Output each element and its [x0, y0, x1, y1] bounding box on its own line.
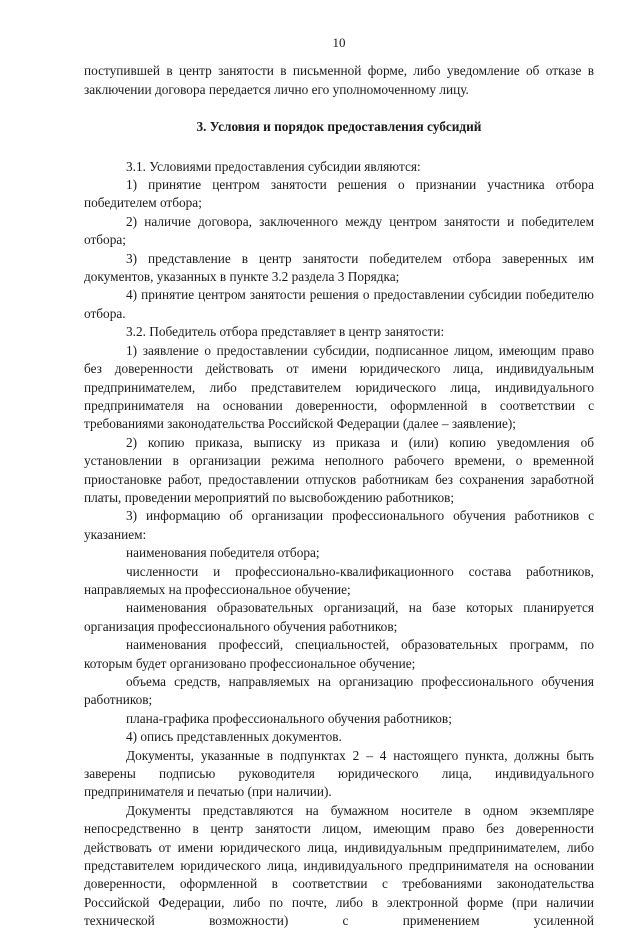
info-item-funds: объема средств, направляемых на организацию профессионального обучения работников; [84, 674, 594, 708]
page-number: 10 [332, 35, 346, 50]
document-item-3: 3) информацию об организации профессионального обучения работников с указанием: [84, 508, 594, 542]
condition-2: 2) наличие договора, заключенного между центром занятости и победителем отбора; [84, 213, 594, 248]
clause-3-2: 3.2. Победитель отбора представляет в центр занятости: [126, 324, 445, 340]
submission-paragraph: Документы представляются на бумажном носителе в одном экземпляре непосредственно в центр занятости лицом, имеющим право без доверенности действовать от имени юридического лица, индивидуальным предпринимателем, либо представителем юридического лица, индивидуального предпринимателя на основании доверенности, оформленной в соответствии с требованиями законодательства Российской Федерации, либо по почте, либо в электронной форме (при наличии технической возможности) с применением усиленной [84, 802, 594, 929]
clause-3-1: 3.1. Условиями предоставления субсидии являются: [126, 158, 421, 174]
document-item-4: 4) опись представленных документов. [126, 729, 342, 745]
document-item-2: 2) копию приказа, выписку из приказа и (или) копию уведомления об установлении в организации режима неполного рабочего времени, о временной приостановке работ, предоставлении отпусков работникам без сохранения заработной платы, проведении мероприятий по высвобождению работников; [84, 434, 594, 505]
info-item-professions: наименования профессий, специальностей, образовательных программ, по которым будет организовано профессиональное обучение; [84, 637, 594, 671]
info-item-schedule: плана-графика профессионального обучения работников; [126, 710, 452, 726]
certification-paragraph: Документы, указанные в подпунктах 2 – 4 настоящего пункта, должны быть заверены подписью руководителя юридического лица, индивидуального предпринимателя и печатью (при наличии). [84, 747, 594, 800]
info-item-staff: численности и профессионально-квалификационного состава работников, направляемых на профессиональное обучение; [84, 563, 594, 597]
paragraph-continuation: поступившей в центр занятости в письменной форме, либо уведомление об отказе в заключении договора передается лично его уполномоченному лицу. [84, 63, 594, 97]
info-item-winner-name: наименования победителя отбора; [126, 545, 320, 561]
condition-4: 4) принятие центром занятости решения о предоставлении субсидии победителю отбора. [84, 287, 594, 321]
condition-3: 3) представление в центр занятости победителем отбора заверенных им документов, указанных в пункте 3.2 раздела 3 Порядка; [84, 250, 594, 285]
info-item-organizations: наименования образовательных организаций, на базе которых планируется организация профессионального обучения работников; [84, 600, 594, 634]
condition-1: 1) принятие центром занятости решения о признании участника отбора победителем отбора; [84, 177, 594, 211]
section-heading: 3. Условия и порядок предоставления субсидий [196, 119, 482, 135]
document-item-1: 1) заявление о предоставлении субсидии, подписанное лицом, имеющим право без доверенности действовать от имени юридического лица, индивидуальным предпринимателем, либо представителем юридического лица, индивидуального предпринимателя на основании доверенности, оформленной в соответствии с требованиями законодательства Российской Федерации (далее – заявление); [84, 342, 594, 432]
